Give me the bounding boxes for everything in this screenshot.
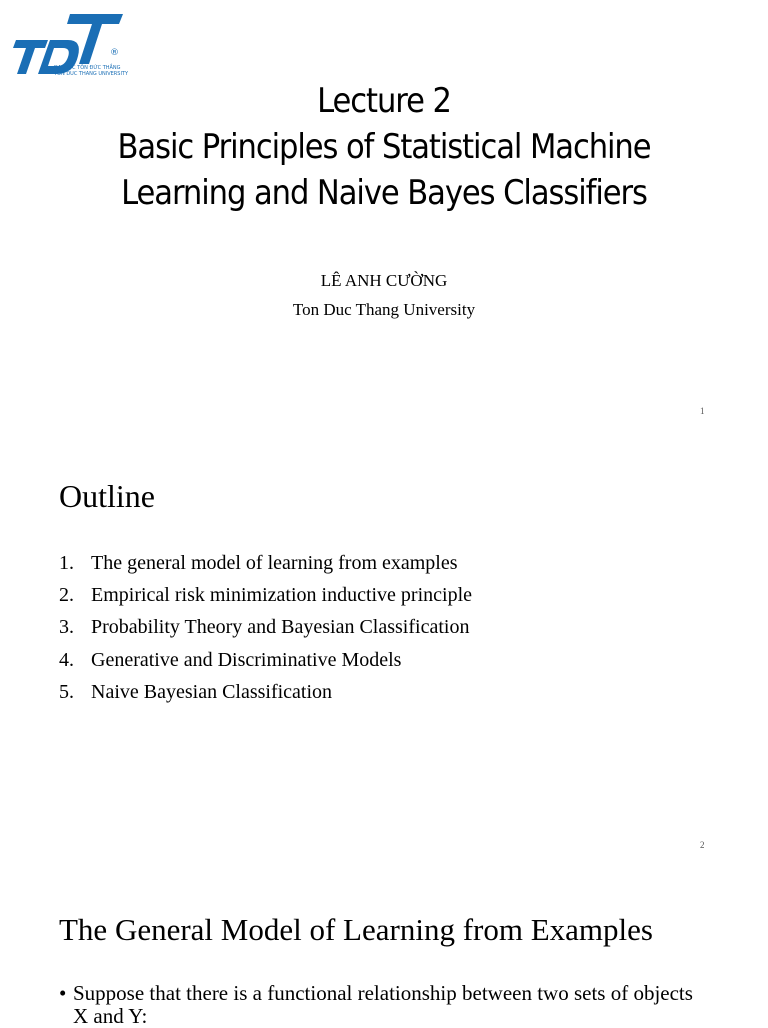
item-number: 2. (59, 584, 74, 607)
item-number: 1. (59, 552, 74, 574)
tdt-logo (10, 12, 129, 78)
outline-item (59, 579, 472, 611)
outline-item (59, 547, 472, 579)
title-line-1: Lecture 2 (317, 81, 451, 121)
slide-3 (0, 867, 768, 1028)
bullet-item (59, 982, 699, 1028)
slide-heading: Outline (59, 478, 155, 514)
item-number: 4. (59, 648, 74, 671)
bullet-text: Suppose that there is a functional relationship between two sets of objects X and Y: (73, 981, 693, 1028)
logo-line-2: TON DUC THANG UNIVERSITY (54, 71, 129, 77)
slide-2 (0, 433, 768, 867)
item-text: Probability Theory and Bayesian Classification (91, 616, 470, 639)
lecture-title (38, 78, 729, 216)
outline-item (59, 611, 472, 643)
item-number: 3. (59, 616, 74, 639)
slide-heading: The General Model of Learning from Examples (59, 912, 653, 947)
title-line-2: Basic Principles of Statistical Machine (117, 127, 651, 167)
page-number: 1 (700, 406, 705, 416)
item-number: 5. (59, 680, 74, 703)
item-text: Naive Bayesian Classification (91, 680, 333, 703)
outline-item (59, 676, 472, 708)
author-name: LÊ ANH CƯỜNG (320, 271, 448, 290)
logo-line-1: ĐẠI HỌC TÔN ĐỨC THẮNG (54, 65, 121, 71)
item-text: Generative and Discriminative Models (91, 648, 402, 671)
item-text: The general model of learning from examples (91, 552, 458, 574)
outline-item (59, 644, 472, 676)
author-affiliation: Ton Duc Thang University (292, 300, 476, 319)
registered-mark: ® (110, 48, 119, 58)
page-number: 2 (700, 840, 705, 850)
slide-1 (0, 0, 768, 433)
title-line-3: Learning and Naive Bayes Classifiers (121, 173, 647, 213)
bullet-dot: • (59, 981, 67, 1005)
outline-list (59, 547, 472, 708)
item-text: Empirical risk minimization inductive principle (91, 584, 473, 607)
